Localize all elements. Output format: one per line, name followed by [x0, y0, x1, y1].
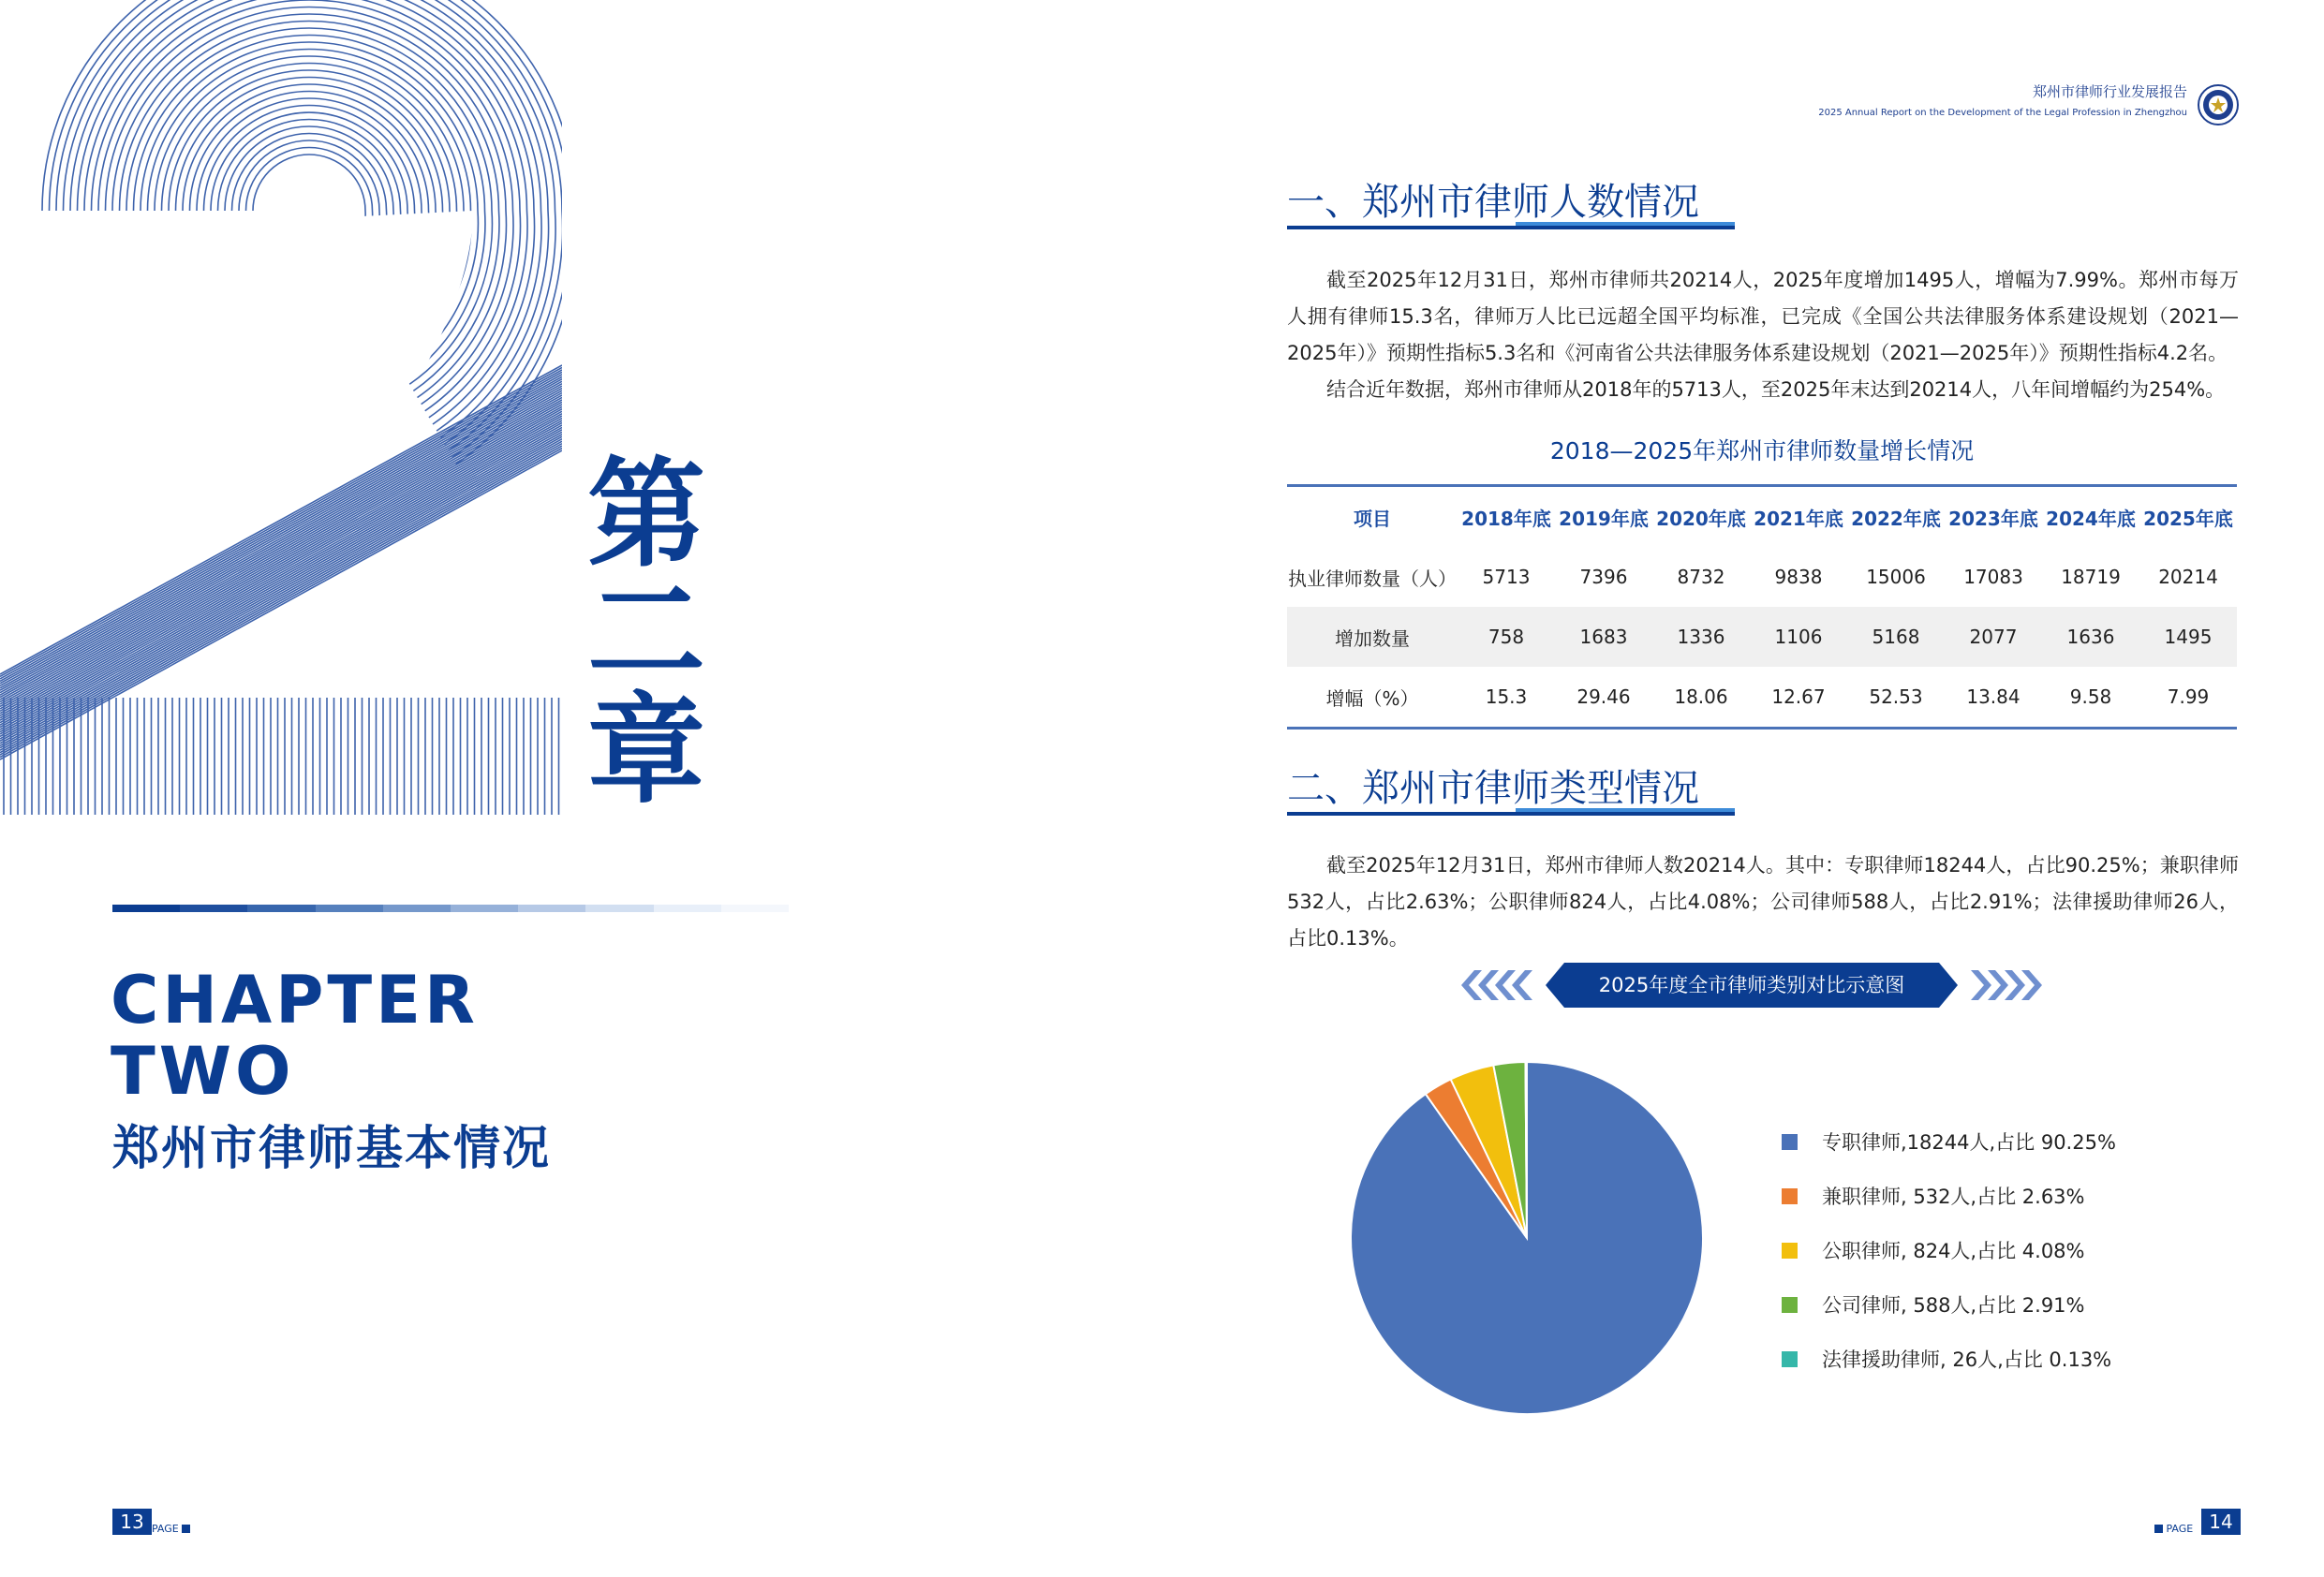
- table-cell: 增加数量: [1287, 607, 1458, 667]
- page-word: PAGE: [2166, 1523, 2194, 1535]
- table-cell: 20214: [2158, 566, 2218, 588]
- table-cell: 18719: [2061, 566, 2121, 588]
- table-cell: 12.67: [1771, 685, 1826, 708]
- section-2-paragraph: 截至2025年12月31日，郑州市律师人数20214人。其中：专职律师18244人，占比90.25%；兼职律师532人，占比2.63%；公职律师824人，占比4.08%；公司律师588人，占比2.91%；法律援助律师26人，占比0.13%。: [1287, 854, 2239, 950]
- table-title: 2018—2025年郑州市律师数量增长情况: [1549, 437, 1975, 464]
- page-label-right: [2154, 1523, 2193, 1535]
- legend-label: 专职律师,18244人,占比 90.25%: [1822, 1131, 2116, 1154]
- chapter-char-2: 二: [587, 563, 705, 701]
- legend-swatch: [1782, 1243, 1798, 1259]
- page-number-right: 14: [2201, 1509, 2241, 1535]
- table-cell: 1636: [2042, 607, 2139, 667]
- table-cell: 13.84: [1966, 685, 2021, 708]
- legend-label: 兼职律师, 532人,占比 2.63%: [1822, 1186, 2085, 1208]
- chapter-title-en: [111, 962, 479, 1110]
- table-cell: 17083: [1963, 566, 2023, 588]
- table-cell: 52.53: [1869, 685, 1923, 708]
- chapter-en-line-1: CHAPTER: [111, 962, 479, 1039]
- table-cell: 7.99: [2167, 685, 2210, 708]
- legend-swatch: [1782, 1188, 1798, 1204]
- table-cell: 1336: [1652, 607, 1750, 667]
- page-word: PAGE: [152, 1523, 179, 1535]
- section-1-paragraph-2: 结合近年数据，郑州市律师从2018年的5713人，至2025年末达到20214人，八年间增幅约为254%。: [1326, 378, 2226, 401]
- page-number-left: 13: [112, 1509, 152, 1535]
- report-header-cn: 郑州市律师行业发展报告: [2032, 83, 2187, 100]
- chapter-subtitle: 郑州市律师基本情况: [112, 1120, 551, 1175]
- table-header: 2020年底: [1656, 507, 1746, 530]
- square-icon: [2154, 1525, 2163, 1533]
- section-1-heading: [1287, 178, 1746, 234]
- table-header: 2024年底: [2046, 507, 2136, 530]
- legend-swatch: [1782, 1351, 1798, 1367]
- table-cell: 2077: [1945, 607, 2042, 667]
- lawyer-type-pie-chart: [1340, 1051, 1714, 1425]
- table-cell: 1106: [1750, 607, 1847, 667]
- table-cell: 9838: [1774, 566, 1823, 588]
- table-cell: 5713: [1482, 566, 1531, 588]
- table-header: 2023年底: [1948, 507, 2038, 530]
- table-cell: 8732: [1677, 566, 1725, 588]
- legend-label: 公司律师, 588人,占比 2.91%: [1822, 1294, 2085, 1317]
- table-cell: 758: [1458, 607, 1555, 667]
- page-label-left: [152, 1523, 190, 1535]
- report-header-en: 2025 Annual Report on the Development of the Legal Profession in Zhengzhou: [1818, 108, 2187, 118]
- legend-item: [1782, 1277, 2116, 1332]
- section-1-paragraph-1: 截至2025年12月31日，郑州市律师共20214人，2025年度增加1495人，增幅为7.99%。郑州市每万人拥有律师15.3名，律师万人比已远超全国平均标准，已完成《全国公共法律服务体系建设规划（2021—2025年）》预期性指标5.3名和《河南省公共法律服务体系建设规划（2021—2025年）》预期性指标4.2名。: [1287, 269, 2239, 364]
- chart-title-ribbon: [1461, 963, 2042, 1008]
- table-row: [1287, 607, 2237, 667]
- chapter-char-3: 章: [587, 681, 705, 819]
- legend-item: [1782, 1223, 2116, 1277]
- legend-label: 法律援助律师, 26人,占比 0.13%: [1822, 1349, 2112, 1371]
- table-cell: 29.46: [1576, 685, 1631, 708]
- lawyers-association-emblem-icon: [2198, 84, 2239, 125]
- chart-legend: [1782, 1114, 2116, 1386]
- table-cell: 15.3: [1485, 685, 1528, 708]
- chapter-en-line-2: TWO: [111, 1033, 295, 1110]
- table-cell: 执业律师数量（人）: [1288, 567, 1457, 590]
- table-cell: 7396: [1579, 566, 1628, 588]
- section-2-heading: [1287, 764, 1746, 820]
- section-2-title: 二、郑州市律师类型情况: [1287, 767, 1699, 810]
- chapter-title-cn: [581, 445, 712, 819]
- table-header: 2019年底: [1559, 507, 1649, 530]
- table-header: 2025年底: [2143, 507, 2233, 530]
- table-cell: 9.58: [2069, 685, 2112, 708]
- lawyer-growth-table: [1287, 484, 2237, 730]
- gradient-divider: [112, 905, 789, 912]
- table-cell: 18.06: [1674, 685, 1728, 708]
- square-icon: [182, 1525, 190, 1533]
- table-row: [1287, 667, 2237, 729]
- legend-item: [1782, 1332, 2116, 1386]
- table-cell: 增幅（%）: [1325, 686, 1419, 710]
- table-cell: 1683: [1555, 607, 1652, 667]
- legend-label: 公职律师, 824人,占比 4.08%: [1822, 1240, 2085, 1262]
- chapter-char-1: 第: [587, 445, 705, 583]
- table-row: [1287, 547, 2237, 607]
- chapter-number-two-graphic: [0, 0, 562, 815]
- table-header: 项目: [1354, 507, 1391, 530]
- chart-title: 2025年度全市律师类别对比示意图: [1598, 974, 1905, 996]
- legend-item: [1782, 1169, 2116, 1223]
- section-1-title: 一、郑州市律师人数情况: [1287, 181, 1699, 224]
- table-header: 2018年底: [1461, 507, 1551, 530]
- legend-swatch: [1782, 1297, 1798, 1313]
- table-header: 2021年底: [1754, 507, 1843, 530]
- table-cell: 5168: [1847, 607, 1945, 667]
- table-cell: 1495: [2139, 607, 2237, 667]
- legend-swatch: [1782, 1134, 1798, 1150]
- table-cell: 15006: [1866, 566, 1926, 588]
- table-header-row: [1287, 486, 2237, 548]
- table-header: 2022年底: [1851, 507, 1941, 530]
- legend-item: [1782, 1114, 2116, 1169]
